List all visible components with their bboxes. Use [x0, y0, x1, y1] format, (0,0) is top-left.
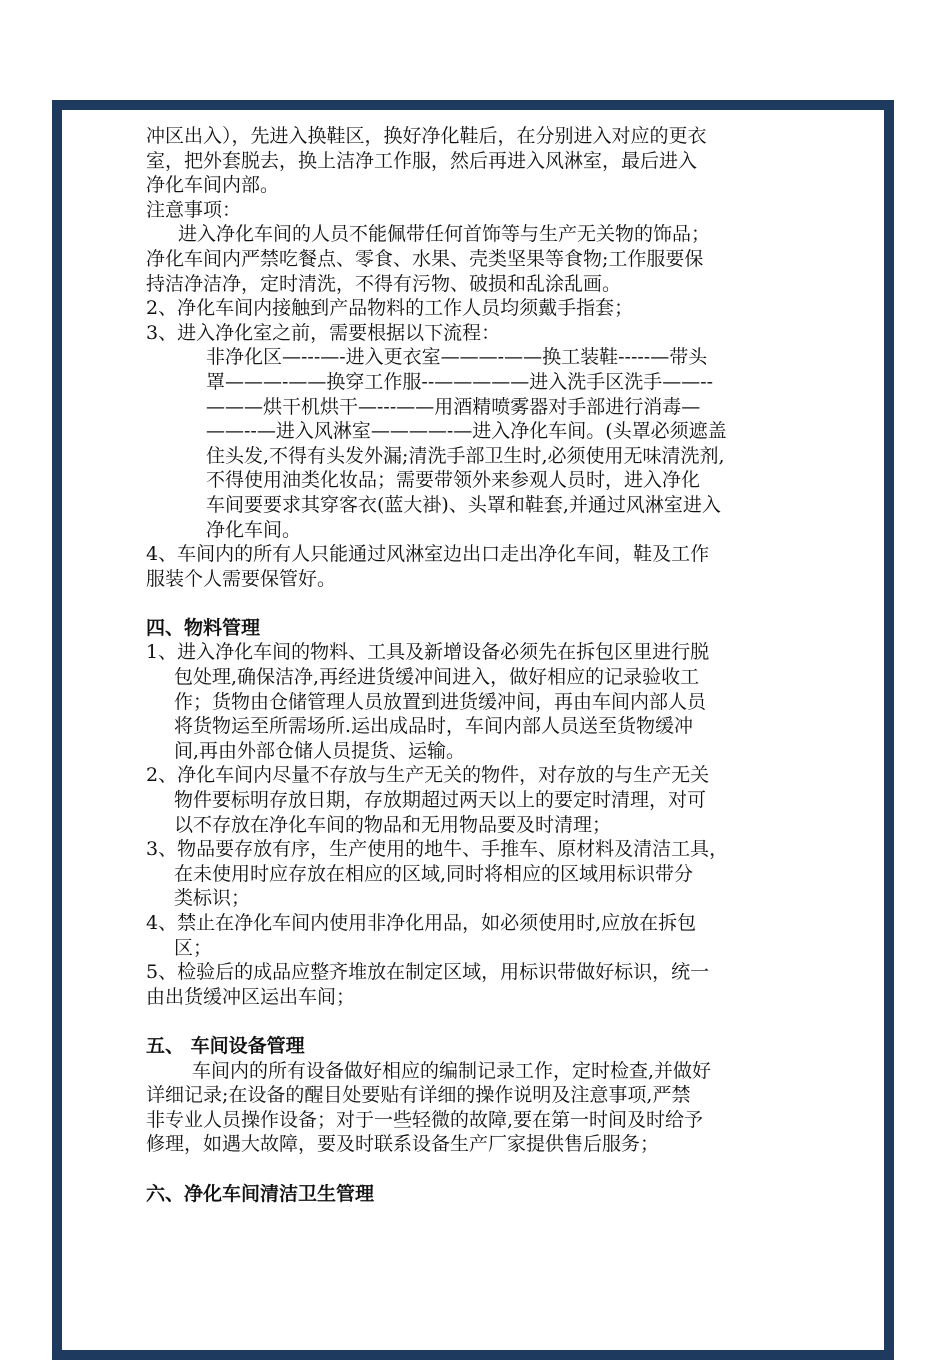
notes-label: 注意事项： [146, 198, 242, 221]
text-line: 冲区出入），先进入换鞋区，换好净化鞋后，在分别进入对应的更衣 [146, 125, 707, 147]
procedure-line: 非净化区—---—-进入更衣室———-——换工装鞋-----—带头 [206, 346, 708, 369]
list-item-continuation: 包处理,确保洁净,再经进货缓冲间进入，做好相应的记录验收工 [174, 666, 700, 689]
list-item: 3、进入净化室之前，需要根据以下流程： [146, 321, 501, 344]
procedure-line: 不得使用油类化妆品；需要带领外来参观人员时，进入净化 [206, 469, 701, 492]
text-line: 由出货缓冲区运出车间； [146, 985, 356, 1008]
procedure-line: 净化车间。 [206, 518, 302, 541]
text-line: 净化车间内部。 [146, 174, 280, 197]
list-item-continuation: 将货物运至所需场所.运出成品时，车间内部人员送至货物缓冲 [174, 715, 694, 738]
list-item-continuation: 以不存放在净化车间的物品和无用物品要及时清理； [174, 813, 612, 836]
section-heading-materials: 四、物料管理 [146, 616, 261, 639]
text-line: 服装个人需要保管好。 [146, 567, 337, 590]
text-line: 持洁净洁净，定时清洗，不得有污物、破损和乱涂乱画。 [146, 272, 622, 295]
text-line: 进入净化车间的人员不能佩带任何首饰等与生产无关物的饰品； [178, 223, 711, 246]
section-heading-equipment: 五、 车间设备管理 [146, 1034, 305, 1057]
text-line: 详细记录;在设备的醒目处要贴有详细的操作说明及注意事项,严禁 [146, 1084, 691, 1107]
list-item-continuation: 区； [174, 936, 213, 959]
procedure-line: 罩———-——换穿工作服--—————进入洗手区洗手——-- [206, 370, 714, 393]
text-line: 净化车间内严禁吃餐点、零食、水果、壳类坚果等食物;工作服要保 [146, 247, 704, 270]
list-item-continuation: 在未使用时应存放在相应的区域,同时将相应的区域用标识带分 [174, 862, 694, 885]
list-item-continuation: 间,再由外部仓储人员提货、运输。 [174, 739, 466, 762]
section-heading-hygiene: 六、净化车间清洁卫生管理 [146, 1182, 375, 1205]
text-line: 车间内的所有设备做好相应的编制记录工作，定时检查,并做好 [192, 1059, 712, 1082]
list-item: 2、净化车间内尽量不存放与生产无关的物件，对存放的与生产无关 [146, 764, 710, 787]
spacer [146, 1009, 814, 1034]
procedure-line: ——--—进入风淋室————-—进入净化车间。(头罩必须遮盖 [206, 420, 727, 443]
text-line: 室，把外套脱去，换上洁净工作服，然后再进入风淋室，最后进入 [146, 149, 698, 172]
procedure-line: 住头发,不得有头发外漏;清洗手部卫生时,必须使用无味清洗剂, [206, 444, 725, 467]
procedure-line: 车间要要求其穿客衣(蓝大褂)、头罩和鞋套,并通过风淋室进入 [206, 493, 721, 516]
procedure-line: ———烘干机烘干—---——用酒精喷雾器对手部进行消毒— [206, 395, 701, 418]
list-item: 3、物品要存放有序，生产使用的地牛、手推车、原材料及清洁工具， [146, 838, 729, 861]
list-item: 4、车间内的所有人只能通过风淋室边出口走出净化车间，鞋及工作 [146, 543, 710, 566]
spacer [146, 1157, 814, 1182]
list-item: 4、禁止在净化车间内使用非净化用品，如必须使用时,应放在拆包 [146, 912, 697, 934]
list-item: 5、检验后的成品应整齐堆放在制定区域，用标识带做好标识，统一 [146, 961, 710, 984]
list-item-continuation: 类标识； [174, 887, 251, 910]
list-item-continuation: 作；货物由仓储管理人员放置到进货缓冲间，再由车间内部人员 [174, 690, 707, 713]
text-line: 非专业人员操作设备；对于一些轻微的故障,要在第一时间及时给予 [146, 1108, 704, 1131]
list-item: 2、净化车间内接触到产品物料的工作人员均须戴手指套； [146, 297, 634, 320]
text-line: 修理，如遇大故障，要及时联系设备生产厂家提供售后服务； [146, 1133, 660, 1156]
list-item-continuation: 物件要标明存放日期，存放期超过两天以上的要定时清理，对可 [174, 789, 707, 812]
document-body [146, 124, 814, 1206]
list-item: 1、进入净化车间的物料、工具及新增设备必须先在拆包区里进行脱 [146, 641, 710, 664]
spacer [146, 591, 814, 616]
